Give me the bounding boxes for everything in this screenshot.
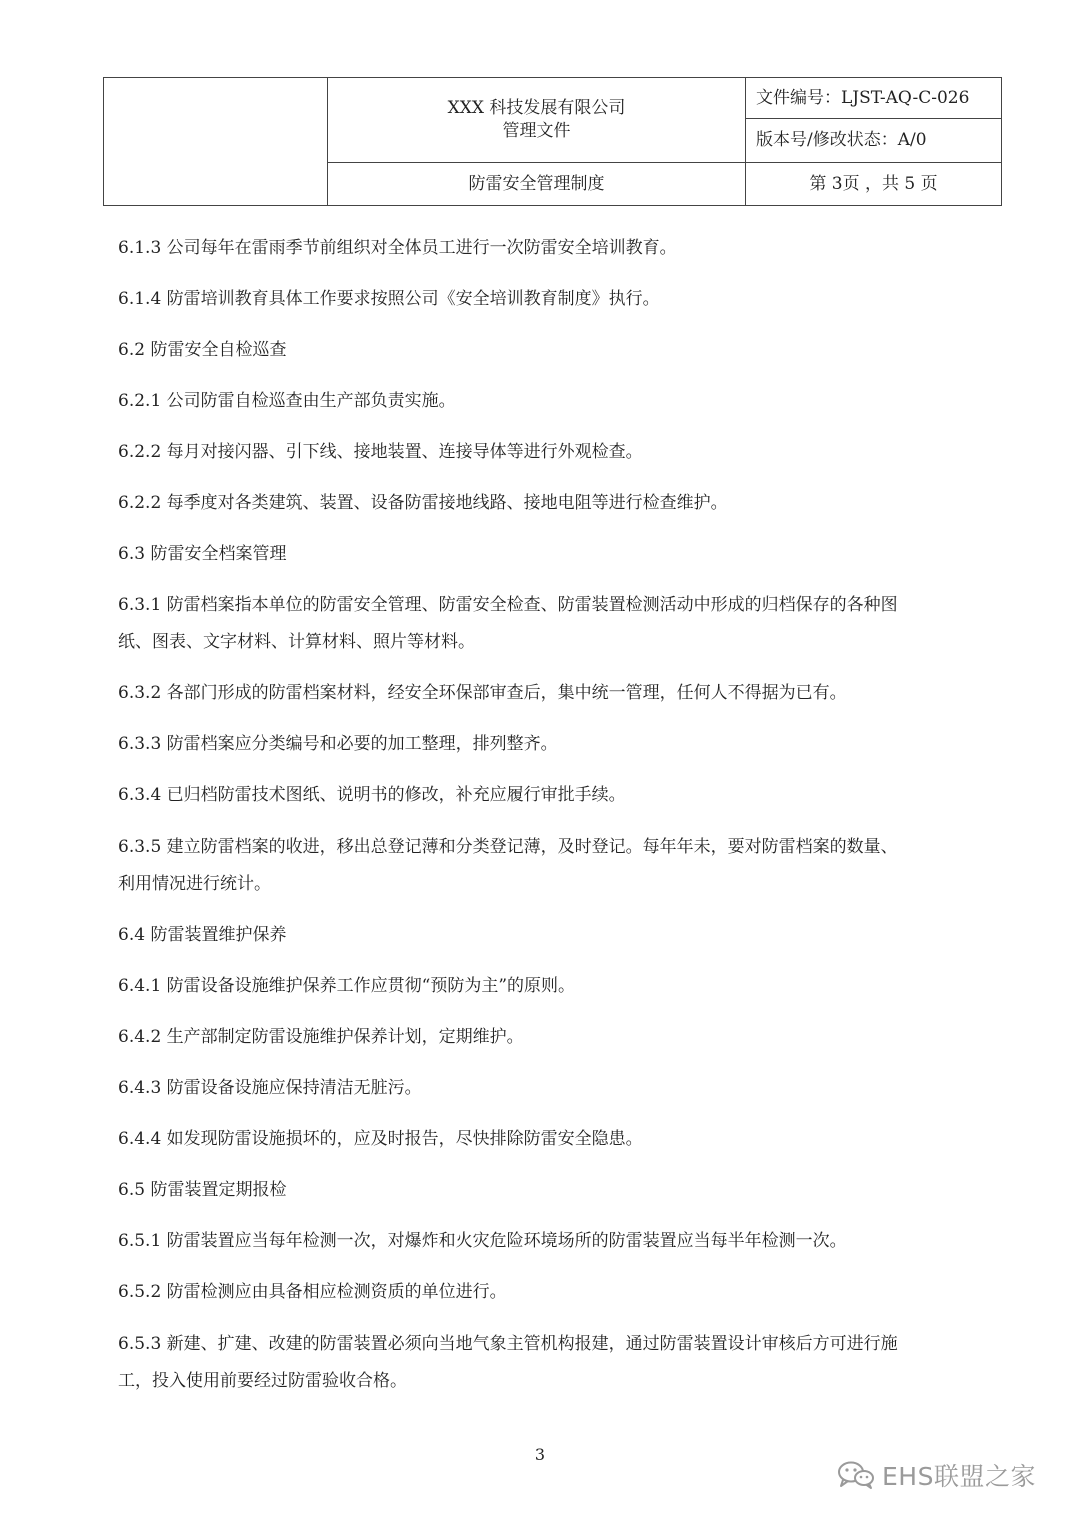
paragraph: 6.4.3 防雷设备设施应保持清洁无脏污。 xyxy=(118,1078,422,1098)
header-table xyxy=(103,77,1002,206)
logo-cell xyxy=(104,78,328,205)
section-heading: 6.2 防雷安全自检巡查 xyxy=(118,340,287,360)
paragraph: 6.4.4 如发现防雷设施损坏的，应及时报告，尽快排除防雷安全隐患。 xyxy=(118,1129,643,1149)
doc-type: 管理文件 xyxy=(502,121,571,141)
paragraph-continuation: 工，投入使用前要经过防雷验收合格。 xyxy=(118,1371,407,1391)
paragraph: 6.5.1 防雷装置应当每年检测一次，对爆炸和火灾危险环境场所的防雷装置应当每半年检测一次。 xyxy=(118,1231,847,1251)
doc-number: 文件编号：LJST-AQ-C-026 xyxy=(756,87,970,108)
watermark xyxy=(836,1457,1036,1493)
paragraph: 6.5.2 防雷检测应由具备相应检测资质的单位进行。 xyxy=(118,1282,507,1302)
page-info-cell xyxy=(746,163,1001,205)
paragraph: 6.1.4 防雷培训教育具体工作要求按照公司《安全培训教育制度》执行。 xyxy=(118,289,660,309)
wechat-icon xyxy=(836,1460,876,1490)
paragraph: 6.2.1 公司防雷自检巡查由生产部负责实施。 xyxy=(118,391,456,411)
paragraph: 6.3.2 各部门形成的防雷档案材料，经安全环保部审查后，集中统一管理，任何人不得据为已有。 xyxy=(118,683,847,703)
doc-number-cell xyxy=(746,78,1001,119)
section-heading: 6.3 防雷安全档案管理 xyxy=(118,544,287,564)
section-heading: 6.5 防雷装置定期报检 xyxy=(118,1180,287,1200)
watermark-text: EHS联盟之家 xyxy=(882,1462,1036,1491)
paragraph: 6.1.3 公司每年在雷雨季节前组织对全体员工进行一次防雷安全培训教育。 xyxy=(118,238,677,258)
paragraph: 6.4.2 生产部制定防雷设施维护保养计划，定期维护。 xyxy=(118,1027,524,1047)
version: 版本号/修改状态：A/0 xyxy=(756,130,927,151)
paragraph: 6.3.4 已归档防雷技术图纸、说明书的修改，补充应履行审批手续。 xyxy=(118,785,626,805)
section-heading: 6.4 防雷装置维护保养 xyxy=(118,925,287,945)
paragraph-continuation: 利用情况进行统计。 xyxy=(118,874,271,894)
version-cell xyxy=(746,119,1001,163)
company-name: XXX 科技发展有限公司 xyxy=(447,98,626,119)
paragraph: 6.3.3 防雷档案应分类编号和必要的加工整理，排列整齐。 xyxy=(118,734,558,754)
paragraph: 6.2.2 每季度对各类建筑、装置、设备防雷接地线路、接地电阻等进行检查维护。 xyxy=(118,493,728,513)
paragraph: 6.3.5 建立防雷档案的收进，移出总登记薄和分类登记薄，及时登记。每年年未，要对防雷档案的数量、 xyxy=(118,837,898,857)
doc-title-cell xyxy=(328,163,745,205)
paragraph-continuation: 纸、图表、文字材料、计算材料、照片等材料。 xyxy=(118,632,475,652)
paragraph: 6.2.2 每月对接闪器、引下线、接地装置、连接导体等进行外观检查。 xyxy=(118,442,643,462)
page-info: 第 3页 ，共 5 页 xyxy=(809,173,938,194)
company-cell xyxy=(328,78,745,163)
paragraph: 6.3.1 防雷档案指本单位的防雷安全管理、防雷安全检查、防雷装置检测活动中形成的归档保存的各种图 xyxy=(118,595,898,615)
paragraph: 6.5.3 新建、扩建、改建的防雷装置必须向当地气象主管机构报建，通过防雷装置设计审核后方可进行施 xyxy=(118,1334,898,1354)
info-column xyxy=(746,78,1001,205)
page-number: 3 xyxy=(534,1445,546,1464)
title-column xyxy=(328,78,746,205)
doc-title: 防雷安全管理制度 xyxy=(468,173,605,194)
paragraph: 6.4.1 防雷设备设施维护保养工作应贯彻“预防为主”的原则。 xyxy=(118,976,576,996)
